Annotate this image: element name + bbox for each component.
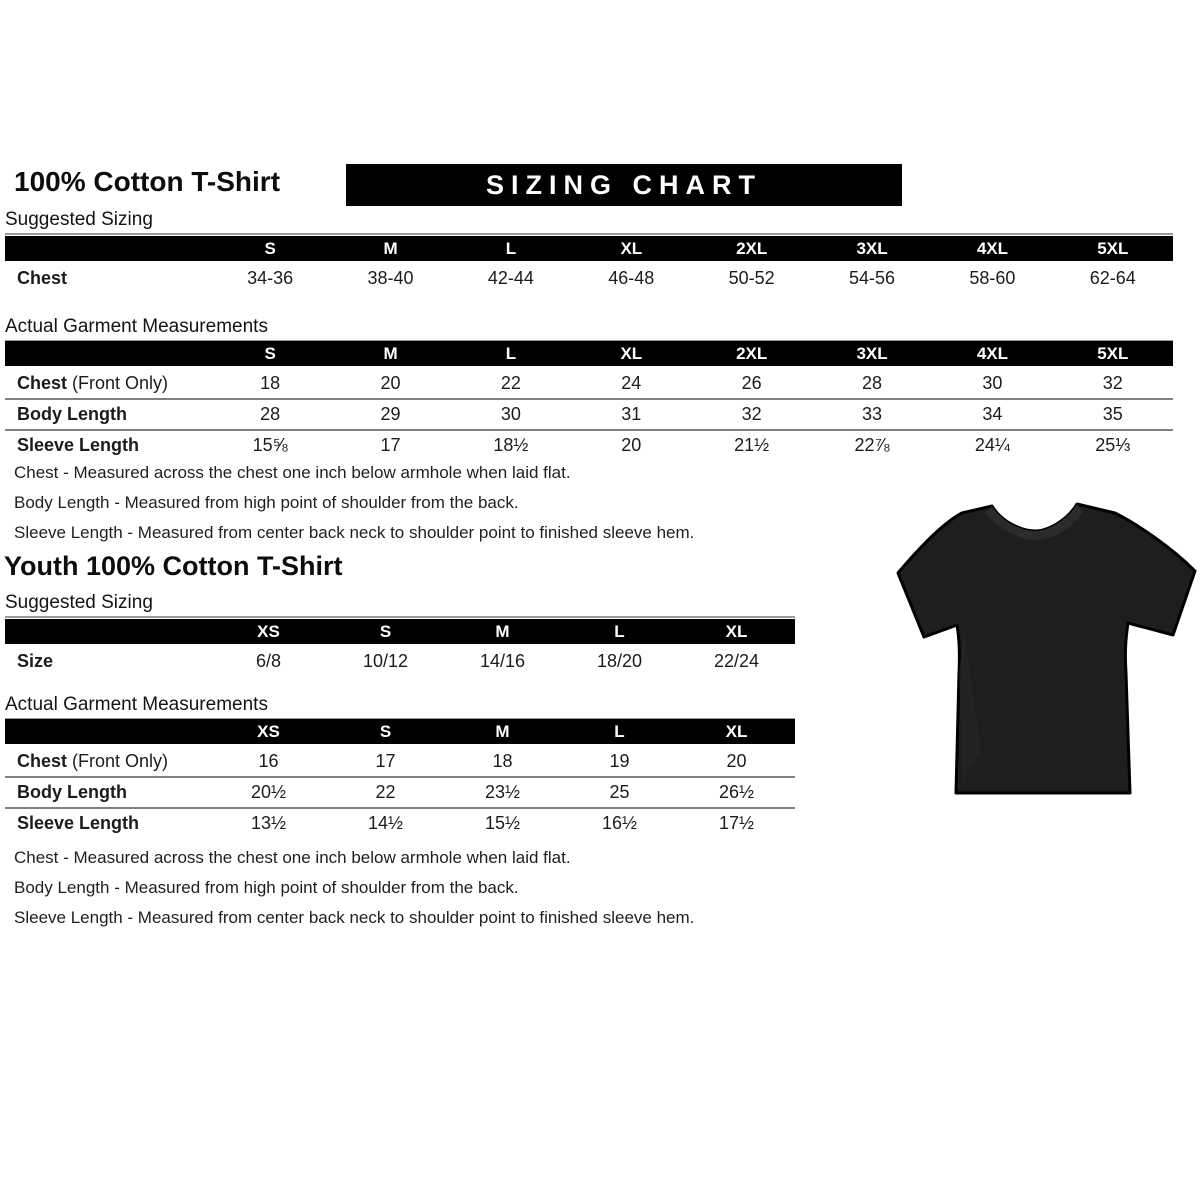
measurement-value-cell: 18½ xyxy=(493,435,529,455)
sizing-chart-banner-text: SIZING CHART xyxy=(486,169,762,200)
note-sleeve-length: Sleeve Length - Measured from center back neck to shoulder point to finished sleeve hem. xyxy=(14,908,695,927)
size-header-cell: M xyxy=(383,239,398,258)
sizing-chart-banner xyxy=(346,164,902,206)
size-header-cell: 5XL xyxy=(1097,344,1129,363)
measurement-value-cell: 58-60 xyxy=(969,268,1016,288)
measurement-value-cell: 38-40 xyxy=(367,268,414,288)
measurement-value-cell: 26 xyxy=(741,373,762,393)
measurement-value-cell: 17 xyxy=(380,435,401,455)
measurement-value-cell: 25 xyxy=(609,782,630,802)
row-label-text: Sleeve Length xyxy=(17,813,140,833)
measurement-value-cell: 6/8 xyxy=(255,651,282,671)
measurement-value-cell: 28 xyxy=(260,404,281,424)
table-row xyxy=(5,429,1173,460)
measurement-value-cell: 54-56 xyxy=(849,268,896,288)
measurement-value-cell: 17 xyxy=(375,751,396,771)
size-header-cell: M xyxy=(383,344,398,363)
row-label-text: Body Length xyxy=(17,404,127,424)
table-header-row xyxy=(5,236,1173,261)
measurement-value-cell: 34-36 xyxy=(247,268,294,288)
row-label xyxy=(5,813,210,834)
size-header-cell: 4XL xyxy=(976,239,1009,258)
size-header-cell: S xyxy=(379,622,392,641)
row-label xyxy=(5,404,210,425)
adult-actual-measurements-label: Actual Garment Measurements xyxy=(5,316,268,337)
youth-suggested-sizing-label: Suggested Sizing xyxy=(5,592,153,613)
measurement-value-cell: 30 xyxy=(982,373,1003,393)
measurement-value-cell: 31 xyxy=(621,404,642,424)
measurement-value-cell: 20 xyxy=(726,751,747,771)
row-label xyxy=(5,782,210,803)
adult-suggested-label-underline xyxy=(5,209,1173,235)
measurement-value-cell: 14/16 xyxy=(479,651,526,671)
measurement-value-cell: 17½ xyxy=(718,813,755,833)
measurement-value-cell: 34 xyxy=(982,404,1003,424)
measurement-value-cell: 22/24 xyxy=(713,651,760,671)
youth-section-title: Youth 100% Cotton T-Shirt xyxy=(4,551,343,581)
row-label-text: Body Length xyxy=(17,782,127,802)
measurement-value-cell: 15½ xyxy=(484,813,521,833)
size-header-cell: XL xyxy=(620,239,643,258)
note-chest: Chest - Measured across the chest one inch below armhole when laid flat. xyxy=(14,463,571,482)
measurement-value-cell: 24 xyxy=(621,373,642,393)
row-label-suffix: (Front Only) xyxy=(67,373,169,393)
page-title: 100% Cotton T-Shirt xyxy=(14,166,281,197)
size-header-cell: 2XL xyxy=(736,344,768,363)
measurement-value-cell: 20 xyxy=(621,435,642,455)
size-header-cell: XL xyxy=(620,344,643,363)
size-header-cell: 5XL xyxy=(1097,239,1129,258)
measurement-value-cell: 15⅝ xyxy=(252,435,288,455)
measurement-value-cell: 42-44 xyxy=(487,268,534,288)
table-row xyxy=(5,747,795,776)
measurement-value-cell: 18 xyxy=(492,751,513,771)
youth-suggested-label-underline xyxy=(5,592,795,618)
table-header-row xyxy=(5,719,795,744)
measurement-value-cell: 24¼ xyxy=(974,435,1010,455)
size-header-cell: S xyxy=(264,239,276,258)
row-label-text: Size xyxy=(17,651,54,671)
row-label-text: Chest xyxy=(17,751,68,771)
tshirt-body-shape xyxy=(898,504,1195,793)
size-header-cell: XL xyxy=(725,622,748,641)
adult-actual-label-underline xyxy=(5,316,1173,342)
black-tshirt-image xyxy=(885,488,1200,804)
youth-actual-label-underline xyxy=(5,694,795,720)
size-header-cell: XS xyxy=(257,722,280,741)
note-body-length: Body Length - Measured from high point of shoulder from the back. xyxy=(14,493,519,512)
size-header-cell: L xyxy=(505,344,517,363)
size-header-cell: L xyxy=(614,722,625,741)
table-row xyxy=(5,807,795,838)
measurement-value-cell: 16½ xyxy=(601,813,638,833)
adult-suggested-sizing-table xyxy=(5,236,1173,293)
measurement-value-cell: 30 xyxy=(500,404,521,424)
measurement-value-cell: 14½ xyxy=(367,813,404,833)
size-header-cell: M xyxy=(495,722,510,741)
table-row xyxy=(5,776,795,807)
measurement-value-cell: 33 xyxy=(862,404,883,424)
measurement-value-cell: 20 xyxy=(380,373,401,393)
size-header-cell: L xyxy=(505,239,517,258)
row-label-text: Chest xyxy=(17,373,68,393)
measurement-value-cell: 18 xyxy=(260,373,281,393)
measurement-value-cell: 19 xyxy=(609,751,630,771)
youth-actual-measurements-table xyxy=(5,719,795,838)
size-header-cell: XL xyxy=(725,722,748,741)
size-header-cell: 3XL xyxy=(856,239,888,258)
measurement-value-cell: 20½ xyxy=(250,782,287,802)
row-label xyxy=(5,651,210,672)
table-row xyxy=(5,369,1173,398)
table-row xyxy=(5,264,1173,293)
size-header-cell: L xyxy=(614,622,625,641)
size-header-cell: 4XL xyxy=(976,344,1009,363)
measurement-value-cell: 35 xyxy=(1102,404,1123,424)
note-sleeve-length: Sleeve Length - Measured from center back neck to shoulder point to finished sleeve hem. xyxy=(14,523,695,542)
row-label xyxy=(5,435,210,456)
youth-suggested-sizing-table xyxy=(5,619,795,676)
measurement-value-cell: 28 xyxy=(862,373,883,393)
size-header-cell: S xyxy=(379,722,392,741)
measurement-value-cell: 32 xyxy=(1102,373,1123,393)
measurement-value-cell: 50-52 xyxy=(728,268,775,288)
row-label-suffix: (Front Only) xyxy=(67,751,169,771)
note-body-length: Body Length - Measured from high point of shoulder from the back. xyxy=(14,878,519,897)
youth-actual-measurements-label: Actual Garment Measurements xyxy=(5,694,268,715)
measurement-value-cell: 13½ xyxy=(250,813,287,833)
note-chest: Chest - Measured across the chest one inch below armhole when laid flat. xyxy=(14,848,571,867)
youth-measurement-notes xyxy=(14,843,694,933)
row-label xyxy=(5,268,210,289)
size-header-cell: 2XL xyxy=(736,239,768,258)
table-row xyxy=(5,647,795,676)
measurement-value-cell: 16 xyxy=(258,751,279,771)
row-label xyxy=(5,373,210,394)
size-header-cell: 3XL xyxy=(856,344,888,363)
row-label-text: Chest xyxy=(17,268,68,288)
measurement-value-cell: 62-64 xyxy=(1089,268,1136,288)
row-label-text: Sleeve Length xyxy=(17,435,140,455)
adult-actual-measurements-table xyxy=(5,341,1173,460)
measurement-value-cell: 23½ xyxy=(484,782,521,802)
adult-measurement-notes xyxy=(14,458,694,548)
measurement-value-cell: 32 xyxy=(741,404,762,424)
size-header-cell: XS xyxy=(257,622,280,641)
measurement-value-cell: 22⅞ xyxy=(854,435,890,455)
table-header-row xyxy=(5,341,1173,366)
measurement-value-cell: 21½ xyxy=(734,435,770,455)
measurement-value-cell: 46-48 xyxy=(608,268,655,288)
table-row xyxy=(5,398,1173,429)
measurement-value-cell: 25⅓ xyxy=(1095,435,1131,455)
measurement-value-cell: 18/20 xyxy=(596,651,643,671)
measurement-value-cell: 22 xyxy=(500,373,521,393)
row-label xyxy=(5,751,210,772)
size-header-cell: M xyxy=(495,622,510,641)
measurement-value-cell: 22 xyxy=(375,782,396,802)
measurement-value-cell: 26½ xyxy=(718,782,755,802)
measurement-value-cell: 10/12 xyxy=(362,651,409,671)
measurement-value-cell: 29 xyxy=(380,404,401,424)
size-header-cell: S xyxy=(264,344,276,363)
table-header-row xyxy=(5,619,795,644)
adult-suggested-sizing-label: Suggested Sizing xyxy=(5,209,153,230)
